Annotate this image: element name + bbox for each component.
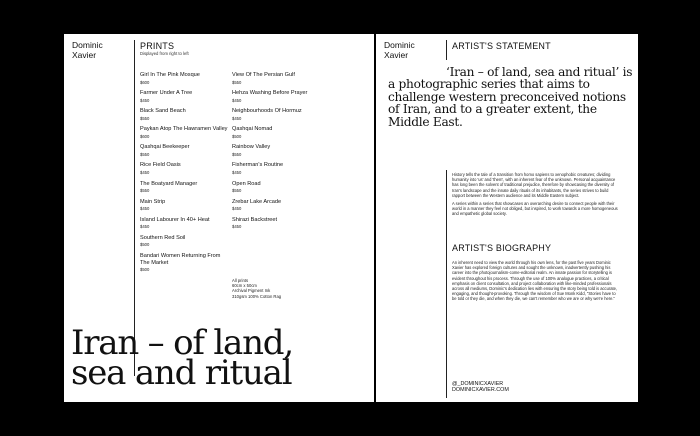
print-name: Hehza Washing Before Prayer bbox=[232, 90, 308, 97]
divider-line bbox=[446, 40, 447, 60]
series-title-line: sea and ritual bbox=[71, 353, 292, 393]
spec-line: Archival Pigment Ink bbox=[232, 288, 271, 294]
print-item bbox=[232, 217, 320, 230]
print-price: $450 bbox=[140, 170, 150, 176]
print-item bbox=[232, 181, 320, 194]
print-price: $450 bbox=[232, 224, 242, 230]
author-name bbox=[72, 41, 103, 60]
biography-body bbox=[452, 260, 620, 305]
contact-info bbox=[452, 381, 509, 393]
print-price: $600 bbox=[140, 79, 150, 85]
print-name: Zrebar Lake Arcade bbox=[232, 198, 282, 205]
author-last-name: Xavier bbox=[72, 49, 97, 60]
print-item bbox=[140, 235, 228, 248]
print-price: $550 bbox=[140, 115, 150, 121]
print-price: $450 bbox=[232, 170, 242, 176]
print-item bbox=[232, 199, 320, 212]
spec-line: 310gsm 100% Cotton Rag bbox=[232, 293, 282, 299]
statement-paragraph: A series within a series that showcases an overarching desire to connect people with their world in a manner they feel not obliged, but inspired, to work towards a more homogeneous and empathetic global society. bbox=[452, 201, 618, 217]
print-item bbox=[140, 253, 228, 272]
spec-line: All prints bbox=[232, 278, 249, 283]
statement-body bbox=[452, 172, 620, 220]
print-name: Rice Field Oasis bbox=[140, 162, 181, 169]
print-item bbox=[140, 199, 228, 212]
prints-list-left bbox=[140, 72, 228, 278]
print-item bbox=[140, 144, 228, 157]
print-name: Black Sand Beach bbox=[140, 108, 186, 115]
print-item bbox=[232, 126, 320, 139]
website-link[interactable]: DOMINICXAVIER.COM bbox=[452, 387, 509, 394]
print-price: $550 bbox=[140, 151, 150, 157]
print-price: $450 bbox=[140, 224, 150, 230]
series-title-line: Iran – of land, bbox=[71, 323, 293, 363]
print-name: Bandari Women Returning From The Market bbox=[140, 252, 221, 266]
print-name: Neighbourhoods Of Hormuz bbox=[232, 108, 302, 115]
print-name: Shirazi Backstreet bbox=[232, 216, 278, 223]
divider-line bbox=[446, 170, 447, 398]
print-item bbox=[140, 72, 228, 85]
biography-title: ARTIST'S BIOGRAPHY bbox=[452, 243, 552, 253]
print-item bbox=[140, 108, 228, 121]
print-name: Island Labourer In 40+ Heat bbox=[140, 216, 210, 223]
print-price: $550 bbox=[232, 79, 242, 85]
author-first-name: Dominic bbox=[384, 40, 415, 50]
print-name: Paykan Atop The Hawramen Valley bbox=[140, 126, 228, 133]
print-price: $500 bbox=[140, 267, 150, 273]
statement-title: ARTIST'S STATEMENT bbox=[452, 41, 551, 51]
print-price: $600 bbox=[140, 133, 150, 139]
print-price: $450 bbox=[140, 206, 150, 212]
series-title bbox=[71, 323, 371, 393]
print-price: $450 bbox=[232, 97, 242, 103]
print-price: $450 bbox=[140, 97, 150, 103]
print-name: Qashqai Nomad bbox=[232, 126, 273, 133]
print-name: Main Strip bbox=[140, 198, 166, 205]
print-price: $450 bbox=[232, 115, 242, 121]
print-name: Rainbow Valley bbox=[232, 144, 271, 151]
prints-subtitle: Displayed from right to left bbox=[140, 51, 189, 56]
print-item bbox=[232, 108, 320, 121]
print-item bbox=[140, 90, 228, 103]
author-first-name: Dominic bbox=[72, 40, 103, 50]
print-item bbox=[140, 126, 228, 139]
print-item bbox=[232, 144, 320, 157]
print-name: Farmer Under A Tree bbox=[140, 90, 193, 97]
prints-list-right bbox=[232, 72, 320, 235]
statement-quote bbox=[388, 66, 633, 128]
print-price: $500 bbox=[140, 242, 150, 248]
spec-line: 60cm x 50cm bbox=[232, 283, 257, 289]
prints-page bbox=[64, 34, 374, 402]
statement-paragraph: History tells the tale of a transition from homo sapiens to xenophobic creatures; dividing humanity into 'us' and 'them', with an inherent fear of the unknown. Personal acquaintance has long been the solvent of traditional prejudice, therefore by showcasing the diversity of Iran's landscape and the innate daily rituals of its inhabitants, the series strives to build rapport between the Western audience and its Middle Eastern subject. bbox=[452, 172, 616, 198]
quote-text: ‘Iran – of land, sea and ritual’ is a photographic series that aims to challenge western preconceived notions of Iran, and to a greater extent, the Middle East. bbox=[388, 65, 633, 129]
print-item bbox=[232, 162, 320, 175]
print-price: $500 bbox=[232, 133, 242, 139]
print-price: $550 bbox=[140, 188, 150, 194]
print-specs bbox=[232, 278, 322, 299]
author-name bbox=[384, 41, 415, 60]
print-name: The Boatyard Manager bbox=[140, 180, 198, 187]
print-item bbox=[232, 90, 320, 103]
print-name: Open Road bbox=[232, 180, 261, 187]
print-item bbox=[140, 181, 228, 194]
print-name: Southern Red Soil bbox=[140, 234, 186, 241]
print-price: $550 bbox=[232, 151, 242, 157]
print-item bbox=[140, 217, 228, 230]
biography-paragraph: An inherent need to view the world through his own lens, for the past five years Dominic Xavier has explored foreign cultures and sought the unknown, inadvertently pushing his career into the photojournalism-come-editorial realm. An innate passion for storytelling is evident throughout his process. Through the use of 100% analogue practices, a critical emphasis on client consultation, and project collaboration with like-minded professionals across all mediums, Dominic's dedication lies with ensuring the story being told is accurate, engaging, and thought-provoking. Through the wisdom of Sue Monk Kidd, "Stories have to be told or they die, and when they die, we can't remember who we are or why we're here." bbox=[452, 260, 618, 302]
author-last-name: Xavier bbox=[384, 49, 409, 60]
instagram-handle[interactable]: @_DOMINICXAVIER bbox=[452, 381, 504, 387]
print-price: $550 bbox=[232, 188, 242, 194]
print-name: Qashqai Beekeeper bbox=[140, 144, 190, 151]
print-name: Fisherman's Routine bbox=[232, 162, 284, 169]
print-name: Girl In The Pink Mosque bbox=[140, 72, 200, 78]
statement-page bbox=[376, 34, 638, 402]
print-item bbox=[140, 162, 228, 175]
print-item bbox=[232, 72, 320, 85]
print-price: $450 bbox=[232, 206, 242, 212]
print-name: View Of The Persian Gulf bbox=[232, 72, 295, 78]
prints-title: PRINTS bbox=[140, 41, 175, 51]
